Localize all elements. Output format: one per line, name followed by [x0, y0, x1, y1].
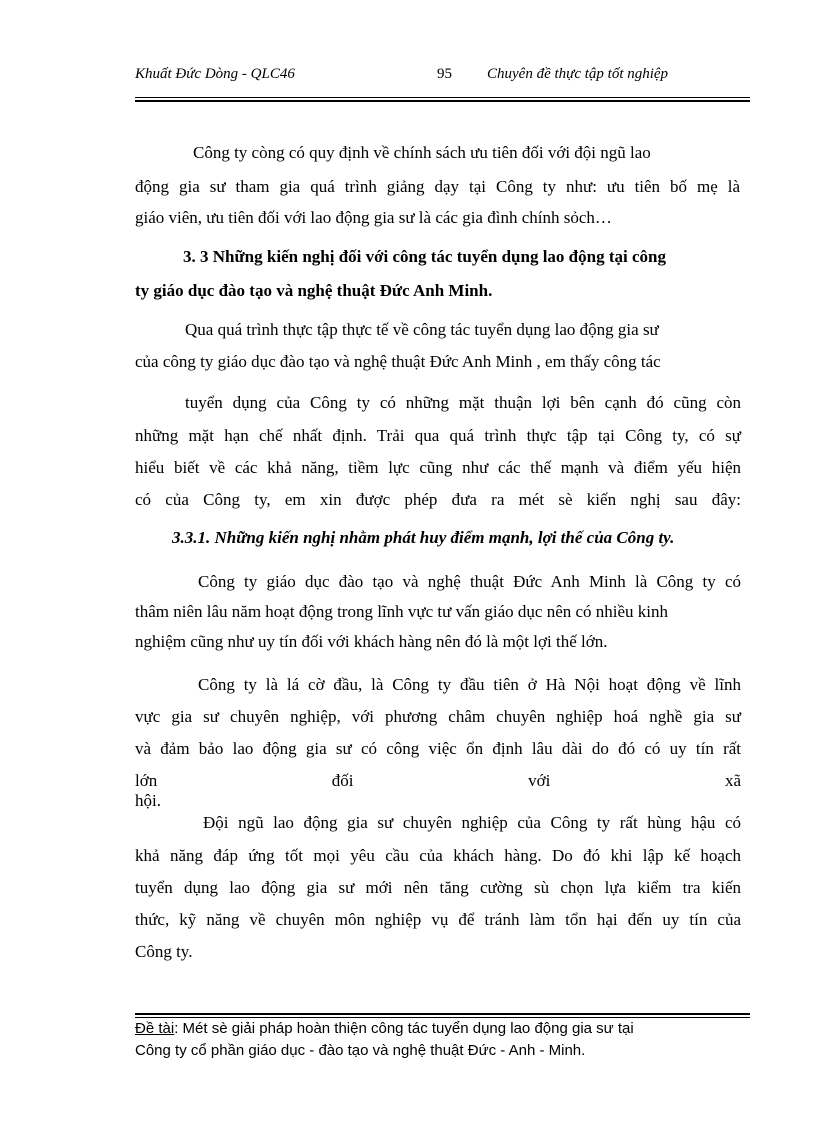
- p5-line-1: Đội ngũ lao động gia sư chuyên nghiệp của Công ty rất hùng hậu có: [203, 813, 741, 832]
- heading-3-3-line-2: ty giáo dục đào tạo và nghệ thuật Đức Anh Minh.: [135, 281, 493, 300]
- p2-line-6: có của Công ty, em xin được phép đưa ra mét sè kiến nghị sau đây:: [135, 490, 741, 509]
- p2-line-5: hiểu biết về các khả năng, tiềm lực cũng như các thế mạnh và điểm yếu hiện: [135, 458, 741, 477]
- p1-line-2: động gia sư tham gia quá trình giảng dạy tại Công ty như: ưu tiên bố mẹ là: [135, 177, 740, 196]
- footer-rule-thick: [135, 1013, 750, 1015]
- heading-3-3-line-1: 3. 3 Những kiến nghị đối với công tác tuyển dụng lao động tại công: [183, 247, 666, 266]
- header-doc-type: Chuyên đề thực tập tốt nghiệp: [487, 66, 669, 82]
- p4-line-4: lớn đối với xã hội.: [135, 771, 741, 810]
- p2-line-1: Qua quá trình thực tập thực tế về công tác tuyển dụng lao động gia sư: [185, 320, 659, 339]
- p3-line-3: nghiệm cũng như uy tín đối với khách hàng nên đó là một lợi thế lớn.: [135, 632, 608, 651]
- p2-line-2: của công ty giáo dục đào tạo và nghệ thuật Đức Anh Minh , em thấy công tác: [135, 352, 661, 371]
- footer-line-1: [135, 1018, 634, 1040]
- p5-line-3: tuyển dụng lao động gia sư mới nên tăng cường sù chọn lựa kiểm tra kiến: [135, 878, 741, 897]
- footer-label: Đề tài: [135, 1020, 175, 1037]
- footer-text-1: : Mét sè giải pháp hoàn thiện công tác tuyển dụng lao động gia sư tại: [174, 1020, 634, 1037]
- header-rule-thick: [135, 100, 750, 102]
- p5-line-4: thức, kỹ năng về chuyên môn nghiệp vụ để tránh làm tổn hại đến uy tín của: [135, 910, 741, 929]
- p3-line-1: Công ty giáo dục đào tạo và nghệ thuật Đức Anh Minh là Công ty có: [198, 572, 741, 591]
- header-rule-thin: [135, 97, 750, 98]
- p4-line-3: và đảm bảo lao động gia sư có công việc ổn định lâu dài do đó có uy tín rất: [135, 739, 741, 758]
- p1-line-1: Công ty còng có quy định về chính sách ưu tiên đối với đội ngũ lao: [193, 143, 651, 162]
- header-author: Khuất Đức Dòng - QLC46: [135, 66, 295, 82]
- p5-line-5: Công ty.: [135, 942, 193, 961]
- footer-line-2: Công ty cổ phần giáo dục - đào tạo và nghệ thuật Đức - Anh - Minh.: [135, 1042, 586, 1059]
- p4-line-1: Công ty là lá cờ đầu, là Công ty đầu tiên ở Hà Nội hoạt động về lĩnh: [198, 675, 741, 694]
- p4-line-2: vực gia sư chuyên nghiệp, với phương châm chuyên nghiệp hoá nghề gia sư: [135, 707, 741, 726]
- page-number: 95: [437, 66, 452, 82]
- p3-line-2: thâm niên lâu năm hoạt động trong lĩnh vực tư vấn giáo dục nên có nhiều kinh: [135, 602, 669, 621]
- p1-line-3: giáo viên, ưu tiên đối với lao động gia sư là các gia đình chính sỏch…: [135, 208, 612, 227]
- page-header: [135, 66, 750, 92]
- p2-line-3: tuyển dụng của Công ty có những mặt thuận lợi bên cạnh đó cũng còn: [185, 393, 741, 412]
- page-footer: [135, 1018, 634, 1062]
- p5-line-2: khả năng đáp ứng tốt mọi yêu cầu của khách hàng. Do đó khi lập kế hoạch: [135, 846, 741, 865]
- heading-3-3-1: 3.3.1. Những kiến nghị nhằm phát huy điểm mạnh, lợi thế của Công ty.: [172, 528, 675, 547]
- p2-line-4: những mặt hạn chế nhất định. Trải qua quá trình thực tập tại Công ty, có sự: [135, 426, 741, 445]
